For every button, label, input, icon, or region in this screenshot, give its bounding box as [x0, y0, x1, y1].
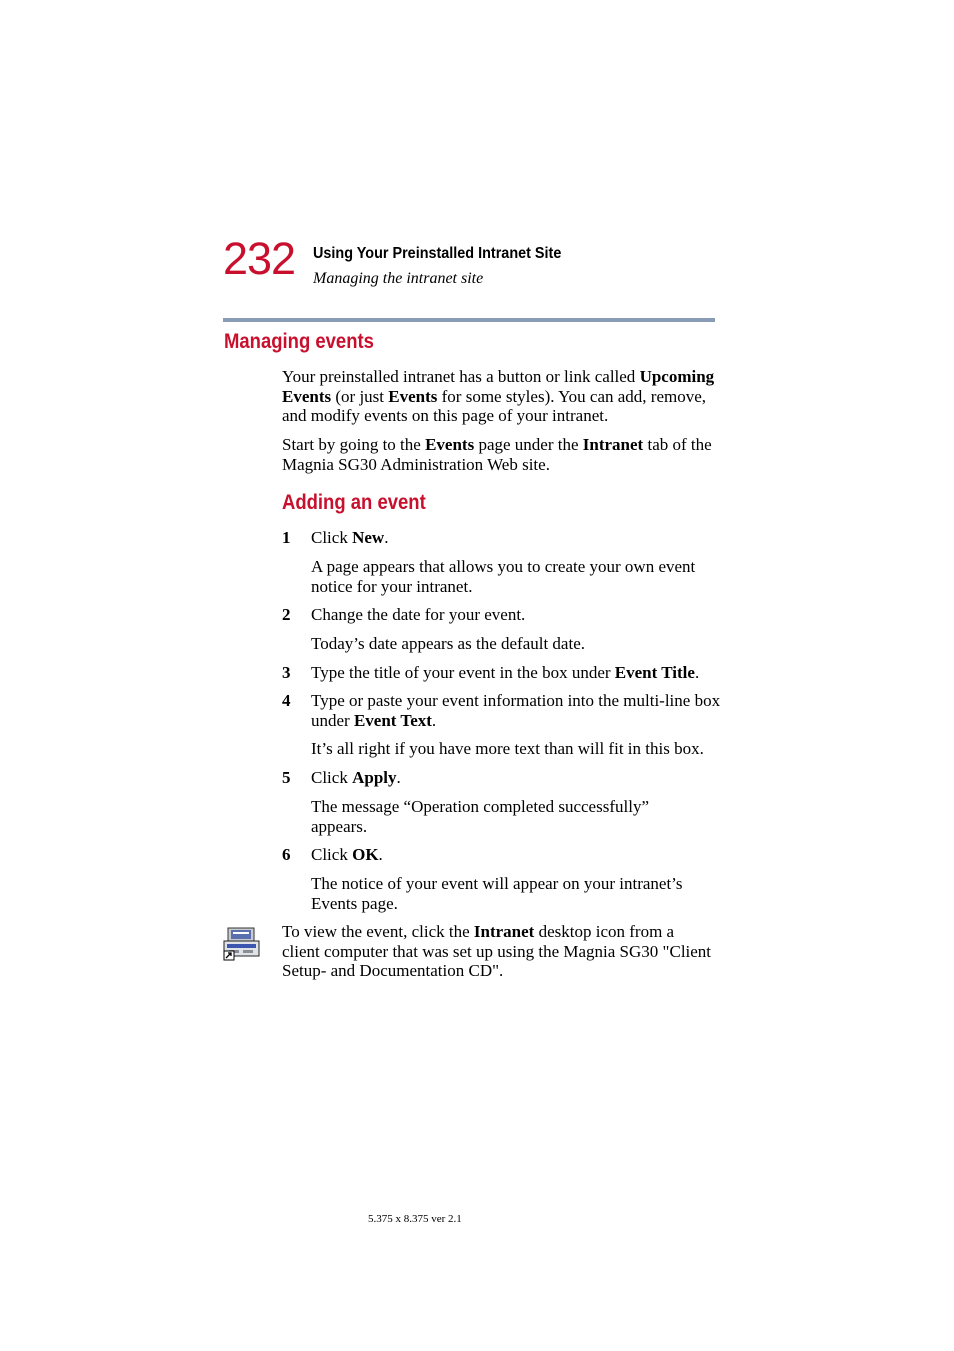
text-run: . — [396, 768, 401, 787]
text-run: To view the event, click the — [282, 922, 474, 941]
step-number: 4 — [282, 691, 291, 710]
step-instruction — [311, 691, 721, 730]
step-instruction — [311, 528, 721, 548]
step-number: 6 — [282, 845, 291, 864]
text-run: page under the — [474, 435, 583, 454]
text-run: for some styles). You can add, remove, and modify events on this page of your intranet. — [282, 386, 707, 425]
chapter-title: Using Your Preinstalled Intranet Site — [313, 245, 562, 262]
text-run: . — [384, 528, 389, 547]
text-run: (or just — [331, 386, 389, 406]
step-number: 1 — [282, 528, 291, 547]
section-heading: Managing events — [224, 330, 374, 353]
text-run: . — [694, 663, 700, 682]
note-paragraph — [282, 922, 712, 981]
bold-term: Upcoming Events — [282, 367, 715, 406]
bold-term: Intranet — [473, 922, 535, 941]
step-result: A page appears that allows you to create your own event notice for your intranet. — [311, 557, 696, 596]
text-run: Click — [311, 845, 353, 864]
step-instruction — [311, 768, 721, 788]
bold-term: OK — [352, 845, 379, 864]
step-number: 5 — [282, 768, 291, 787]
header-rule — [223, 318, 715, 322]
bold-term: Apply — [352, 768, 397, 787]
text-run: tab of the Magnia SG30 Administration Web site. — [282, 435, 712, 474]
text-run: Type or paste your event information into the multi-line box under — [311, 691, 721, 730]
bold-term: Events — [388, 386, 438, 406]
step-instruction: Change the date for your event. — [311, 605, 526, 624]
page-number: 232 — [223, 233, 296, 284]
step-result: The notice of your event will appear on your intranet’s Events page. — [311, 874, 683, 913]
bold-term: Events — [425, 435, 475, 454]
text-run: Click — [311, 528, 353, 547]
step-result: Today’s date appears as the default date. — [311, 634, 586, 653]
intranet-desktop-icon — [223, 926, 260, 961]
text-run: Click — [311, 768, 353, 787]
step-number: 3 — [282, 663, 291, 682]
text-run: Start by going to the — [282, 435, 426, 454]
section-subtitle: Managing the intranet site — [313, 270, 484, 287]
bold-term: New — [352, 528, 385, 547]
bold-term: Event Title — [614, 663, 695, 682]
print-footer: 5.375 x 8.375 ver 2.1 — [368, 1213, 462, 1225]
bold-term: Intranet — [582, 435, 644, 454]
text-run: . — [431, 710, 437, 730]
bold-term: Event Text — [353, 710, 432, 730]
text-run: desktop icon from a client computer that was set up using the Magnia SG30 "Client Setup- and Documentation CD". — [282, 922, 712, 980]
step-result: It’s all right if you have more text than will fit in this box. — [311, 739, 704, 758]
text-run: . — [378, 845, 383, 864]
text-run: Your preinstalled intranet has a button or link called — [282, 367, 640, 386]
step-number: 2 — [282, 605, 291, 624]
intro-paragraph — [282, 367, 722, 426]
step-instruction — [311, 845, 721, 865]
start-paragraph — [282, 435, 722, 474]
step-result: The message “Operation completed successfully” appears. — [311, 797, 649, 836]
text-run: Type the title of your event in the box under — [311, 663, 615, 682]
step-instruction — [311, 663, 721, 683]
subsection-heading: Adding an event — [282, 491, 426, 514]
